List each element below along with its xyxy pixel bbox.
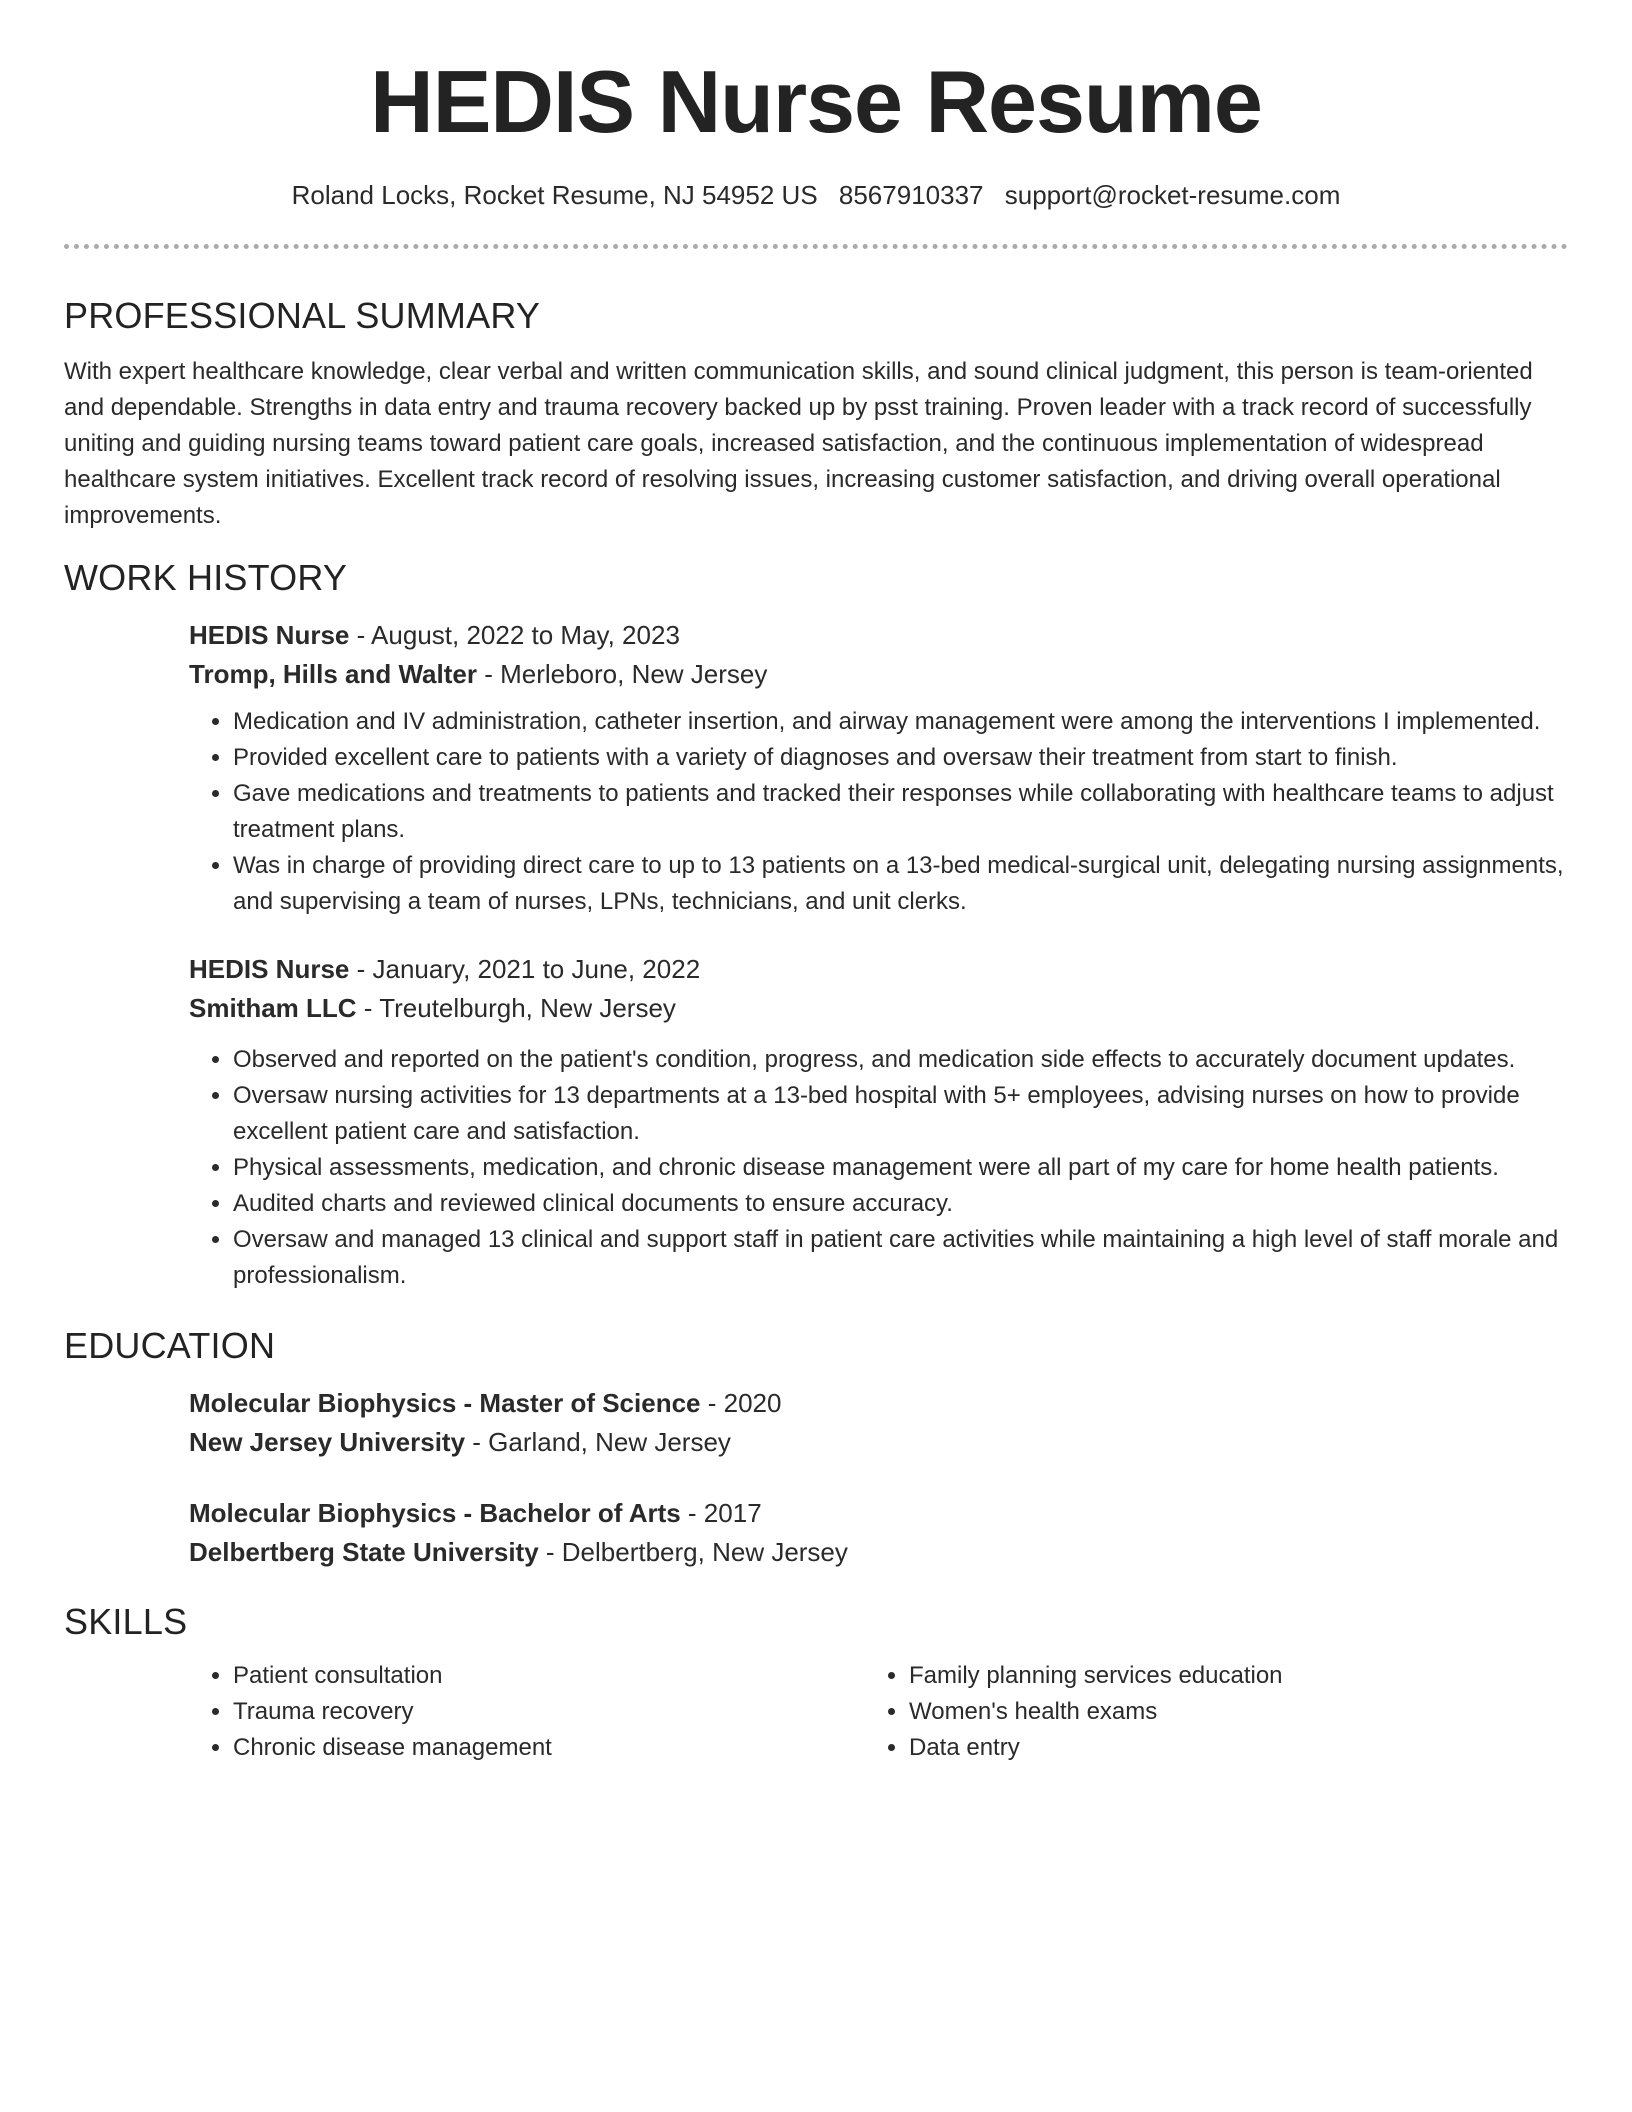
contact-line [0, 178, 1632, 212]
summary-text: With expert healthcare knowledge, clear verbal and written communication skills, and sound clinical judgment, this person is team-oriented and dependable. Strengths in data entry and trauma recovery backed up by psst training. Proven leader with a track record of successfully uniting and guiding nursing teams toward patient care goals, increased satisfaction, and the continuous implementation of widespread healthcare system initiatives. Excellent track record of resolving issues, increasing customer satisfaction, and driving overall operational improvements. [64, 358, 1533, 529]
work-history-section [64, 556, 1568, 1294]
list-item: • Patient consultation [233, 1658, 865, 1694]
degree-year: - 2020 [700, 1388, 782, 1418]
school: Delbertberg State University [189, 1537, 539, 1567]
list-item: • Observed and reported on the patient's condition, progress, and medication side effects to accurately document updates. [233, 1042, 1568, 1078]
degree: Molecular Biophysics - Bachelor of Arts [189, 1498, 681, 1528]
list-item: • Gave medications and treatments to patients and tracked their responses while collaborating with healthcare teams to adjust treatment plans. [233, 776, 1568, 848]
skills-section [64, 1600, 1568, 1766]
job-dates: - August, 2022 to May, 2023 [349, 620, 680, 650]
list-item: • Chronic disease management [233, 1730, 865, 1766]
job-dates: - January, 2021 to June, 2022 [349, 954, 701, 984]
list-item: • Was in charge of providing direct care to up to 13 patients on a 13-bed medical-surgical unit, delegating nursing assignments, and supervising a team of nurses, LPNs, technicians, and unit clerks. [233, 848, 1568, 920]
job-title: HEDIS Nurse [189, 620, 350, 650]
job-bullets [189, 1042, 1568, 1294]
school-line [189, 1533, 1568, 1572]
contact-email: support@rocket-resume.com [1004, 180, 1341, 210]
contact-phone: 8567910337 [838, 180, 984, 210]
skills-list-left [189, 1658, 865, 1766]
skills-columns [189, 1658, 1568, 1766]
list-item: • Oversaw and managed 13 clinical and support staff in patient care activities while maintaining a high level of staff morale and professionalism. [233, 1222, 1568, 1294]
education-entry [189, 1384, 1568, 1462]
list-item: • Provided excellent care to patients with a variety of diagnoses and oversaw their treatment from start to finish. [233, 740, 1568, 776]
education-section [64, 1324, 1568, 1572]
degree: Molecular Biophysics - Master of Science [189, 1388, 701, 1418]
job-location: - Merleboro, New Jersey [476, 659, 768, 689]
header-divider [64, 244, 1568, 249]
work-history-heading: WORK HISTORY [64, 557, 348, 598]
summary-heading: PROFESSIONAL SUMMARY [64, 295, 541, 336]
summary-section [64, 294, 1568, 534]
list-item: • Physical assessments, medication, and chronic disease management were all part of my care for home health patients. [233, 1150, 1568, 1186]
skills-list-right [865, 1658, 1541, 1766]
job-location: - Treutelburgh, New Jersey [356, 993, 676, 1023]
job-company-line [189, 989, 1568, 1028]
list-item: • Medication and IV administration, catheter insertion, and airway management were among the interventions I implemented. [233, 704, 1568, 740]
list-item: • Oversaw nursing activities for 13 departments at a 13-bed hospital with 5+ employees, advising nurses on how to provide excellent patient care and satisfaction. [233, 1078, 1568, 1150]
list-item: • Family planning services education [909, 1658, 1541, 1694]
list-item: • Audited charts and reviewed clinical documents to ensure accuracy. [233, 1186, 1568, 1222]
degree-line [189, 1494, 1568, 1533]
job-title: HEDIS Nurse [189, 954, 350, 984]
resume-title: HEDIS Nurse Resume [370, 52, 1262, 151]
job-entry [189, 616, 1568, 694]
school: New Jersey University [189, 1427, 466, 1457]
education-entry [189, 1494, 1568, 1572]
skills-heading: SKILLS [64, 1601, 188, 1642]
contact-address: Roland Locks, Rocket Resume, NJ 54952 US [291, 180, 818, 210]
school-line [189, 1423, 1568, 1462]
job-company-line [189, 655, 1568, 694]
job-entry [189, 950, 1568, 1028]
job-company: Smitham LLC [189, 993, 357, 1023]
job-bullets [189, 704, 1568, 920]
school-location: - Garland, New Jersey [465, 1427, 731, 1457]
list-item: • Data entry [909, 1730, 1541, 1766]
job-title-line [189, 616, 1568, 655]
list-item: • Women's health exams [909, 1694, 1541, 1730]
education-heading: EDUCATION [64, 1325, 276, 1366]
job-title-line [189, 950, 1568, 989]
degree-year: - 2017 [680, 1498, 762, 1528]
degree-line [189, 1384, 1568, 1423]
list-item: • Trauma recovery [233, 1694, 865, 1730]
job-company: Tromp, Hills and Walter [189, 659, 477, 689]
school-location: - Delbertberg, New Jersey [538, 1537, 848, 1567]
